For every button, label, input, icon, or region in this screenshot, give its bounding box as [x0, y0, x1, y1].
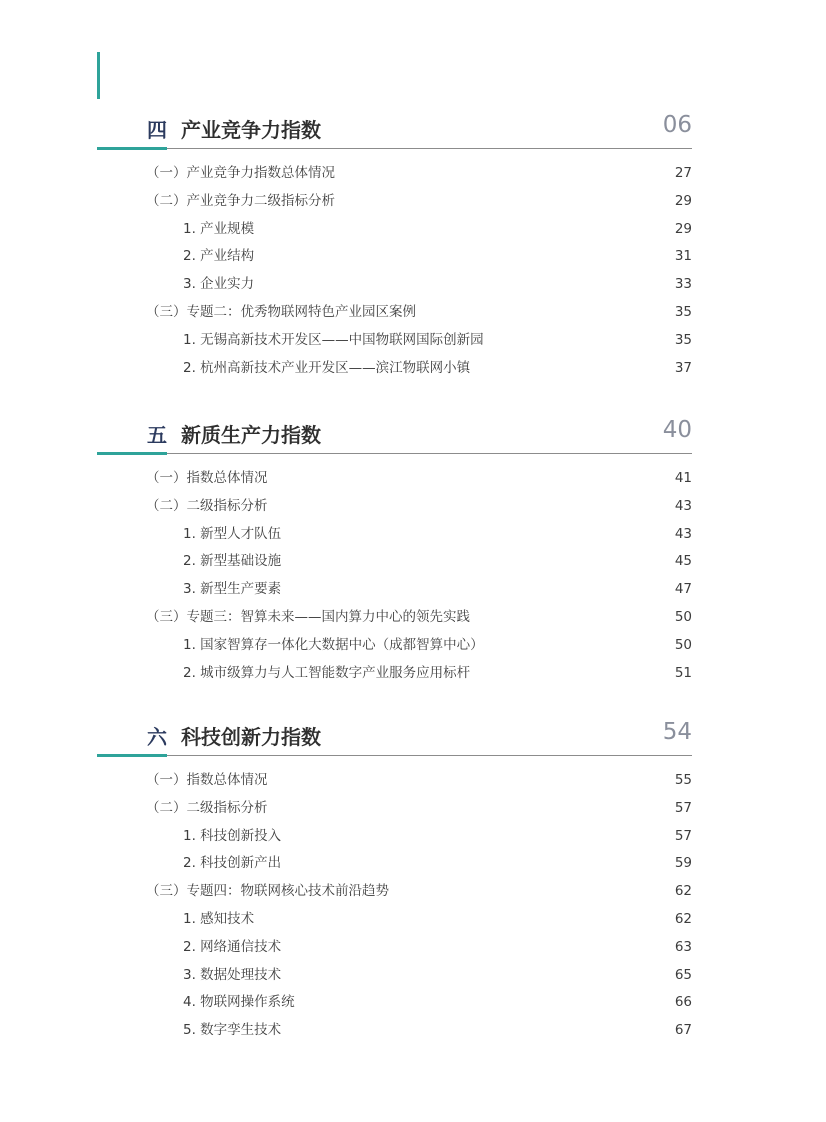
toc-item-page: 47 — [674, 581, 692, 598]
toc-item-page: 57 — [674, 799, 692, 816]
section-heading[interactable] — [97, 415, 692, 455]
section-accent-line — [97, 452, 167, 455]
toc-subitem[interactable] — [97, 823, 692, 851]
toc-item-page: 67 — [674, 1022, 692, 1039]
toc-item-label: 2. 城市级算力与人工智能数字产业服务应用标杆 — [183, 664, 471, 681]
toc-item[interactable] — [97, 878, 692, 906]
section-page-number: 54 — [662, 719, 692, 745]
toc-item-page: 41 — [674, 470, 692, 486]
toc-item-page: 31 — [674, 248, 692, 265]
toc-item-label: （一）产业竞争力指数总体情况 — [146, 165, 335, 181]
section-title: 产业竞争力指数 — [181, 118, 321, 142]
toc-item-page: 62 — [674, 883, 692, 900]
section-divider — [97, 148, 692, 149]
section-divider — [97, 453, 692, 454]
section-number: 四 — [147, 118, 167, 142]
toc-item-page: 45 — [674, 553, 692, 570]
toc-item-list — [97, 465, 692, 687]
section-number: 六 — [147, 725, 167, 749]
section-divider — [97, 755, 692, 756]
toc-subitem[interactable] — [97, 327, 692, 355]
section-title: 科技创新力指数 — [181, 725, 321, 749]
toc-item-label: （二）产业竞争力二级指标分析 — [146, 192, 335, 209]
corner-accent-bar — [97, 52, 100, 99]
toc-item-label: 3. 企业实力 — [183, 276, 255, 293]
toc-item-list — [97, 160, 692, 382]
toc-item[interactable] — [97, 465, 692, 493]
toc-item-page: 59 — [674, 855, 692, 872]
toc-item-page: 33 — [674, 276, 692, 293]
toc-subitem[interactable] — [97, 243, 692, 271]
toc-item-page: 29 — [674, 192, 692, 209]
toc-item-page: 35 — [674, 303, 692, 320]
toc-item-label: 1. 国家智算存一体化大数据中心（成都智算中心） — [183, 636, 484, 653]
toc-item-page: 29 — [674, 220, 692, 237]
toc-item-label: （三）专题二：优秀物联网特色产业园区案例 — [146, 303, 416, 320]
toc-subitem[interactable] — [97, 850, 692, 878]
toc-item-page: 43 — [674, 497, 692, 514]
toc-item[interactable] — [97, 604, 692, 632]
toc-item-page: 27 — [674, 165, 692, 181]
toc-subitem[interactable] — [97, 906, 692, 934]
toc-section-5 — [97, 415, 692, 687]
toc-item-label: 1. 无锡高新技术开发区——中国物联网国际创新园 — [183, 331, 484, 348]
toc-item-label: 1. 产业规模 — [183, 220, 255, 237]
toc-item[interactable] — [97, 493, 692, 521]
section-page-number: 40 — [662, 417, 692, 443]
toc-item-label: 2. 杭州高新技术产业开发区——滨江物联网小镇 — [183, 359, 471, 376]
toc-item-label: （一）指数总体情况 — [146, 470, 268, 486]
toc-item-label: 3. 新型生产要素 — [183, 581, 282, 598]
toc-subitem[interactable] — [97, 548, 692, 576]
toc-item-label: （三）专题三：智算未来——国内算力中心的领先实践 — [146, 608, 470, 625]
section-accent-line — [97, 754, 167, 757]
toc-item[interactable] — [97, 767, 692, 795]
toc-item[interactable] — [97, 188, 692, 216]
toc-item-page: 62 — [674, 910, 692, 927]
toc-item-label: 4. 物联网操作系统 — [183, 994, 295, 1011]
toc-item-label: 2. 科技创新产出 — [183, 855, 282, 872]
section-heading[interactable] — [97, 717, 692, 757]
toc-item-page: 35 — [674, 331, 692, 348]
toc-item-page: 65 — [674, 966, 692, 983]
toc-item-label: （三）专题四：物联网核心技术前沿趋势 — [146, 883, 389, 900]
toc-subitem[interactable] — [97, 271, 692, 299]
toc-item-label: （一）指数总体情况 — [146, 772, 268, 788]
section-number: 五 — [147, 423, 167, 447]
toc-item-page: 50 — [674, 608, 692, 625]
toc-subitem[interactable] — [97, 989, 692, 1017]
toc-section-4 — [97, 110, 692, 382]
toc-subitem[interactable] — [97, 576, 692, 604]
toc-item[interactable] — [97, 160, 692, 188]
section-accent-line — [97, 147, 167, 150]
toc-item-label: 5. 数字孪生技术 — [183, 1022, 282, 1039]
toc-item-label: 3. 数据处理技术 — [183, 966, 282, 983]
toc-item-page: 55 — [674, 772, 692, 788]
section-page-number: 06 — [662, 112, 692, 138]
toc-item-page: 57 — [674, 827, 692, 844]
toc-item-label: （二）二级指标分析 — [146, 497, 268, 514]
toc-item-list — [97, 767, 692, 1045]
toc-item-label: 2. 网络通信技术 — [183, 938, 282, 955]
toc-item-page: 51 — [674, 664, 692, 681]
toc-subitem[interactable] — [97, 1017, 692, 1045]
toc-item-page: 66 — [674, 994, 692, 1011]
toc-subitem[interactable] — [97, 962, 692, 990]
toc-item-label: 1. 科技创新投入 — [183, 827, 282, 844]
toc-item-page: 37 — [674, 359, 692, 376]
toc-item-label: 1. 感知技术 — [183, 910, 255, 927]
toc-item-label: （二）二级指标分析 — [146, 799, 268, 816]
toc-item-label: 2. 产业结构 — [183, 248, 255, 265]
section-title: 新质生产力指数 — [181, 423, 321, 447]
toc-item[interactable] — [97, 795, 692, 823]
toc-subitem[interactable] — [97, 632, 692, 660]
toc-subitem[interactable] — [97, 521, 692, 549]
toc-item-label: 1. 新型人才队伍 — [183, 525, 282, 542]
toc-subitem[interactable] — [97, 216, 692, 244]
toc-item[interactable] — [97, 299, 692, 327]
section-heading[interactable] — [97, 110, 692, 150]
toc-subitem[interactable] — [97, 660, 692, 688]
toc-subitem[interactable] — [97, 934, 692, 962]
toc-item-page: 50 — [674, 636, 692, 653]
toc-item-page: 63 — [674, 938, 692, 955]
toc-item-label: 2. 新型基础设施 — [183, 553, 282, 570]
toc-subitem[interactable] — [97, 355, 692, 383]
toc-section-6 — [97, 717, 692, 1045]
toc-item-page: 43 — [674, 525, 692, 542]
